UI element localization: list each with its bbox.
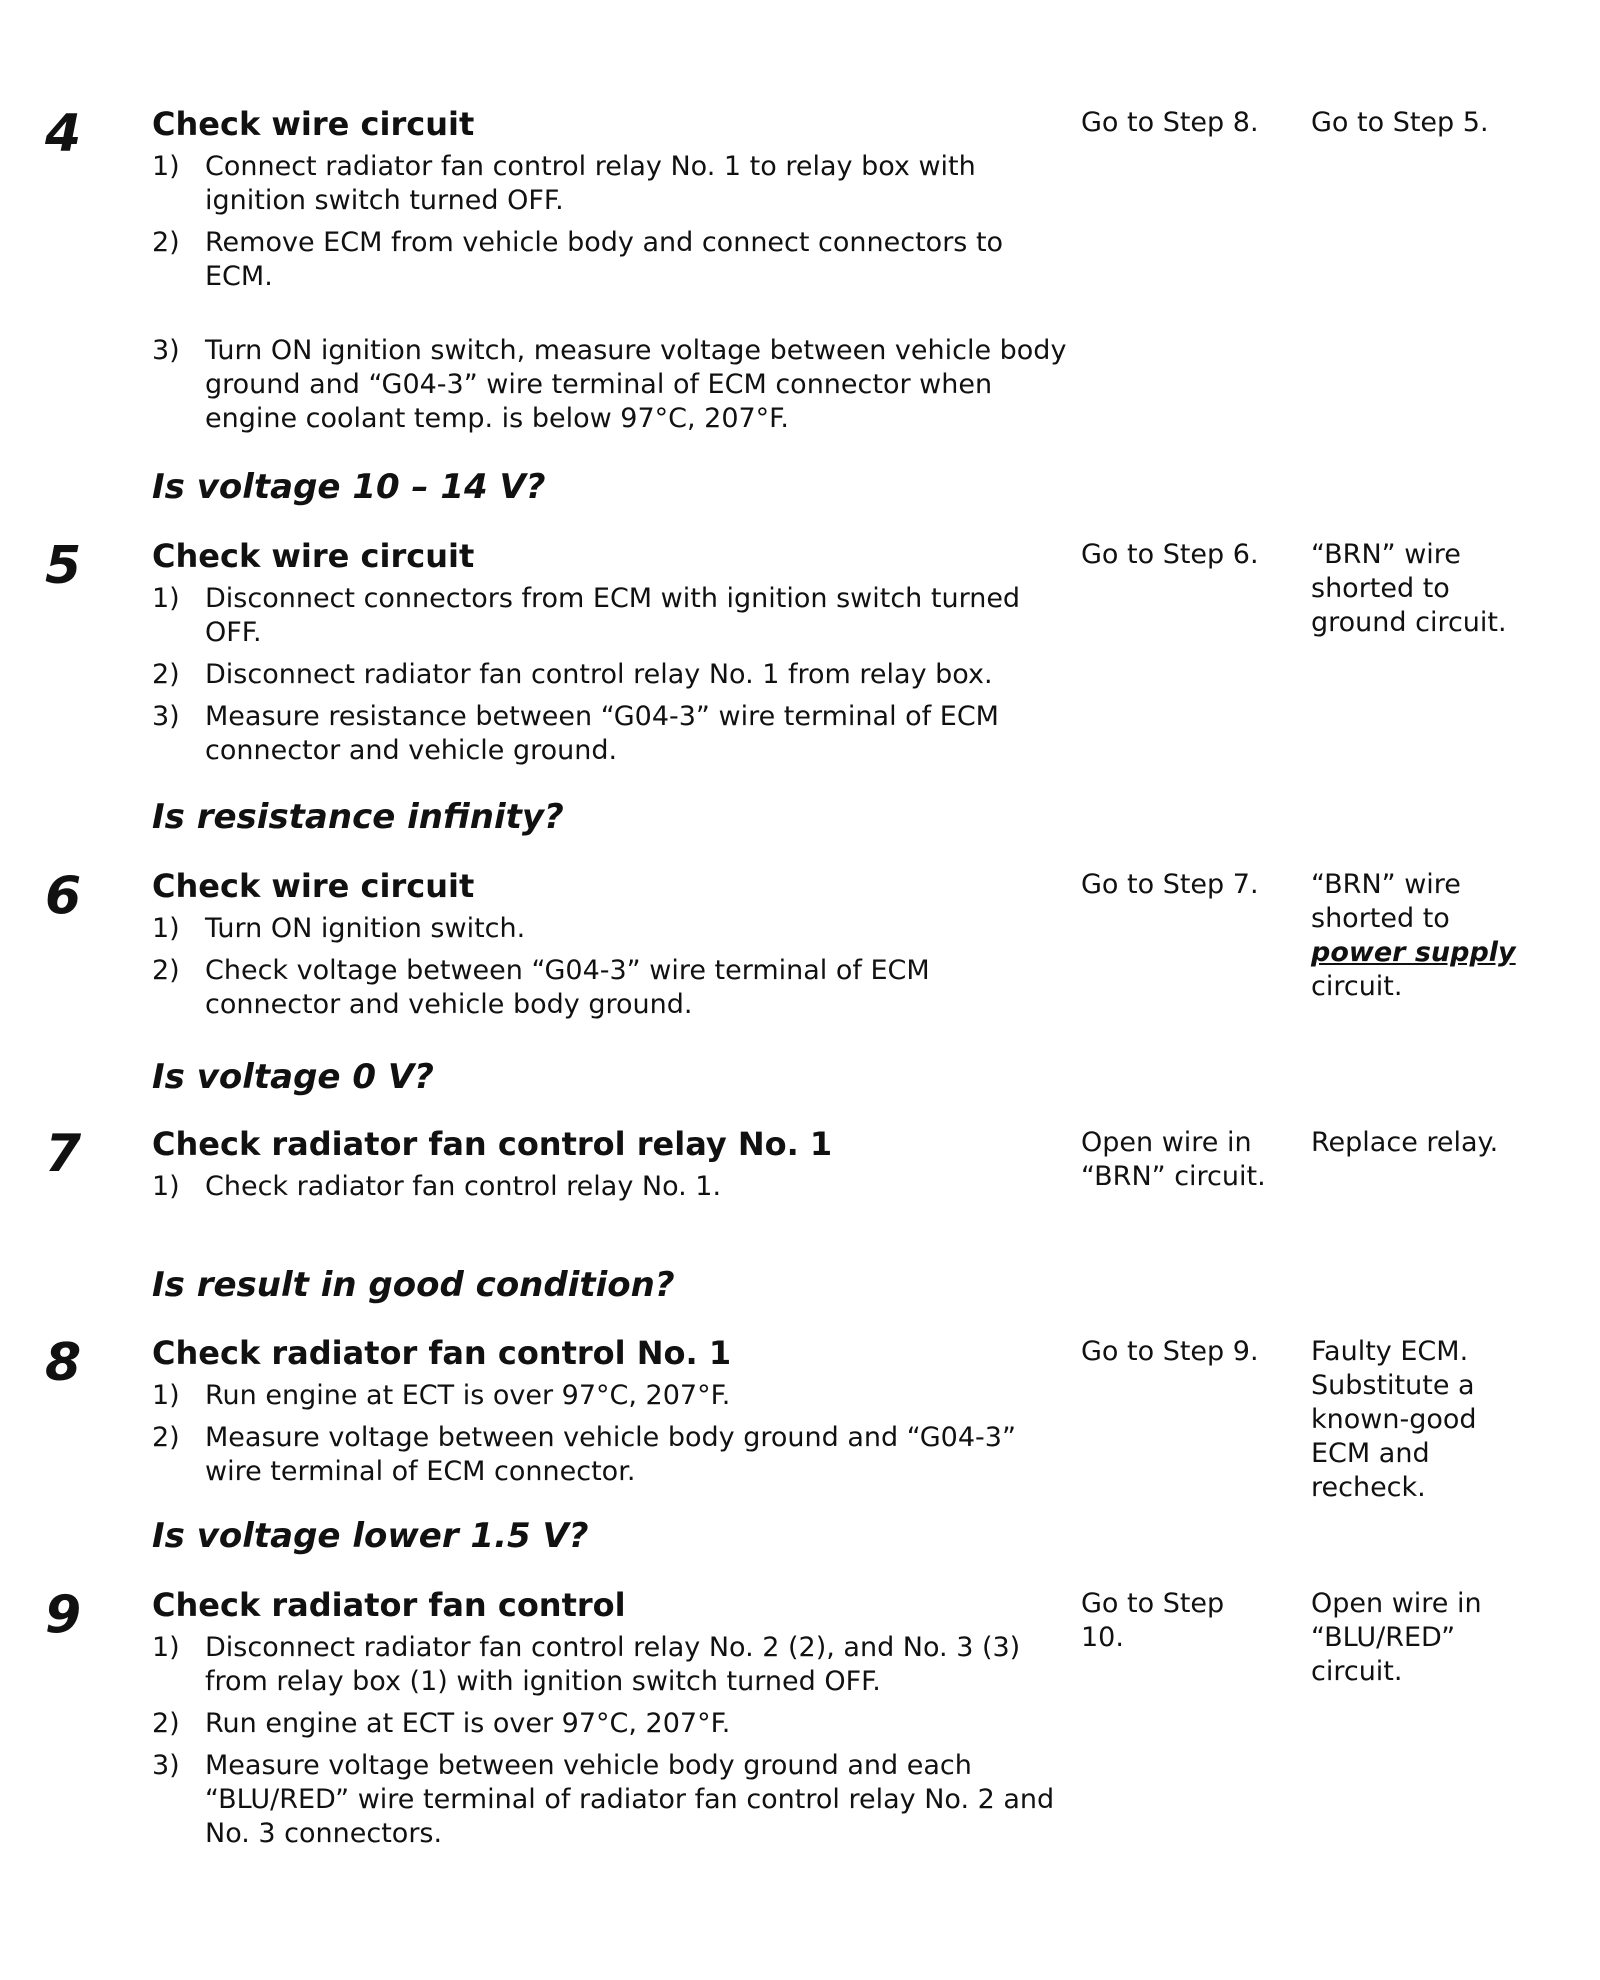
- instruction-marker: 3): [152, 1750, 180, 1781]
- instruction-item: [152, 700, 1072, 768]
- yes-result: Go to Step 7.: [1081, 869, 1259, 900]
- instruction-marker: 2): [152, 1422, 180, 1453]
- instruction-text: Run engine at ECT is over 97°C, 207°F.: [205, 1708, 731, 1739]
- instruction-marker: 2): [152, 955, 180, 986]
- instruction-item: [152, 1749, 1072, 1851]
- no-result: [1311, 868, 1516, 1004]
- instruction-marker: 1): [152, 151, 180, 182]
- instruction-marker: 1): [152, 1171, 180, 1202]
- instruction-text: Connect radiator fan control relay No. 1 to relay box with ignition switch turned OFF.: [205, 151, 976, 216]
- instruction-marker: 2): [152, 227, 180, 258]
- instruction-text: Run engine at ECT is over 97°C, 207°F.: [205, 1380, 731, 1411]
- no-result: Open wire in “BLU/RED” circuit.: [1311, 1588, 1482, 1687]
- step-number: 8: [45, 1333, 82, 1393]
- instruction-text: Turn ON ignition switch.: [205, 913, 526, 944]
- instruction-item: [152, 582, 1072, 650]
- no-result: Go to Step 5.: [1311, 107, 1489, 138]
- step-title: Check radiator fan control No. 1: [152, 1334, 732, 1372]
- instruction-text: Measure voltage between vehicle body ground and “G04-3” wire terminal of ECM connector.: [205, 1422, 1016, 1487]
- instruction-item: [152, 1631, 1072, 1699]
- yes-result: Go to Step 9.: [1081, 1336, 1259, 1367]
- step-number: 5: [45, 536, 82, 596]
- instruction-marker: 3): [152, 701, 180, 732]
- no-result: Replace relay.: [1311, 1127, 1499, 1158]
- no-result-text: circuit.: [1311, 971, 1403, 1002]
- instruction-marker: 2): [152, 659, 180, 690]
- instruction-list: [152, 1170, 1072, 1204]
- instruction-text: Measure resistance between “G04-3” wire terminal of ECM connector and vehicle ground.: [205, 701, 999, 766]
- step-body: [152, 1124, 1072, 1212]
- instruction-item: [152, 1170, 1072, 1204]
- step-title: Check radiator fan control: [152, 1586, 626, 1624]
- step-body: [152, 536, 1072, 776]
- instruction-marker: 1): [152, 1632, 180, 1663]
- instruction-list: [152, 912, 1072, 1022]
- instruction-marker: 1): [152, 583, 180, 614]
- instruction-text: Turn ON ignition switch, measure voltage between vehicle body ground and “G04-3” wire terminal of ECM connector when engine coolant temp. is below 97°C, 207°F.: [205, 335, 1067, 434]
- instruction-text: Disconnect connectors from ECM with ignition switch turned OFF.: [205, 583, 1021, 648]
- step-title: Check wire circuit: [152, 537, 475, 575]
- instruction-list: [152, 1631, 1072, 1851]
- instruction-item: [152, 1707, 1072, 1741]
- no-result: “BRN” wire shorted to ground circuit.: [1311, 539, 1507, 638]
- no-result: Faulty ECM. Substitute a known-good ECM and recheck.: [1311, 1336, 1477, 1503]
- step-5-question: Is resistance infinity?: [152, 797, 564, 837]
- step-4-question: Is voltage 10 – 14 V?: [152, 467, 546, 507]
- instruction-text: Check voltage between “G04-3” wire terminal of ECM connector and vehicle body ground.: [205, 955, 930, 1020]
- no-result-text: “BRN” wire shorted to: [1311, 869, 1461, 934]
- instruction-marker: 3): [152, 335, 180, 366]
- step-number: 4: [45, 104, 82, 164]
- yes-result: Go to Step 6.: [1081, 539, 1259, 570]
- instruction-item: [152, 954, 1072, 1022]
- instruction-item: [152, 1421, 1072, 1489]
- step-body: [152, 1585, 1072, 1859]
- step-title: Check radiator fan control relay No. 1: [152, 1125, 833, 1163]
- instruction-item: [152, 150, 1072, 218]
- step-number: 7: [45, 1124, 82, 1184]
- step-7-question: Is result in good condition?: [152, 1265, 675, 1305]
- step-6-question: Is voltage 0 V?: [152, 1057, 434, 1097]
- instruction-text: Remove ECM from vehicle body and connect connectors to ECM.: [205, 227, 1004, 292]
- step-number: 6: [45, 866, 82, 926]
- instruction-text: Check radiator fan control relay No. 1.: [205, 1171, 722, 1202]
- instruction-item: [152, 658, 1072, 692]
- instruction-item: [152, 1379, 1072, 1413]
- instruction-list: [152, 150, 1072, 436]
- instruction-marker: 1): [152, 913, 180, 944]
- step-body: [152, 104, 1072, 444]
- power-supply-emphasis: power supply: [1311, 937, 1516, 968]
- instruction-text: Disconnect radiator fan control relay No. 2 (2), and No. 3 (3) from relay box (1) with ignition switch turned OFF.: [205, 1632, 1021, 1697]
- instruction-item: [152, 226, 1072, 294]
- instruction-text: Measure voltage between vehicle body ground and each “BLU/RED” wire terminal of radiator fan control relay No. 2 and No. 3 connectors.: [205, 1750, 1055, 1849]
- yes-result: Go to Step 10.: [1081, 1588, 1225, 1653]
- instruction-list: [152, 582, 1072, 768]
- yes-result: Open wire in “BRN” circuit.: [1081, 1127, 1266, 1192]
- step-body: [152, 866, 1072, 1030]
- step-title: Check wire circuit: [152, 105, 475, 143]
- instruction-marker: 1): [152, 1380, 180, 1411]
- instruction-item: [152, 334, 1072, 436]
- yes-result: Go to Step 8.: [1081, 107, 1259, 138]
- instruction-marker: 2): [152, 1708, 180, 1739]
- instruction-list: [152, 1379, 1072, 1489]
- step-8-question: Is voltage lower 1.5 V?: [152, 1516, 589, 1556]
- instruction-item: [152, 912, 1072, 946]
- step-number: 9: [45, 1585, 82, 1645]
- step-body: [152, 1333, 1072, 1497]
- step-title: Check wire circuit: [152, 867, 475, 905]
- instruction-text: Disconnect radiator fan control relay No. 1 from relay box.: [205, 659, 993, 690]
